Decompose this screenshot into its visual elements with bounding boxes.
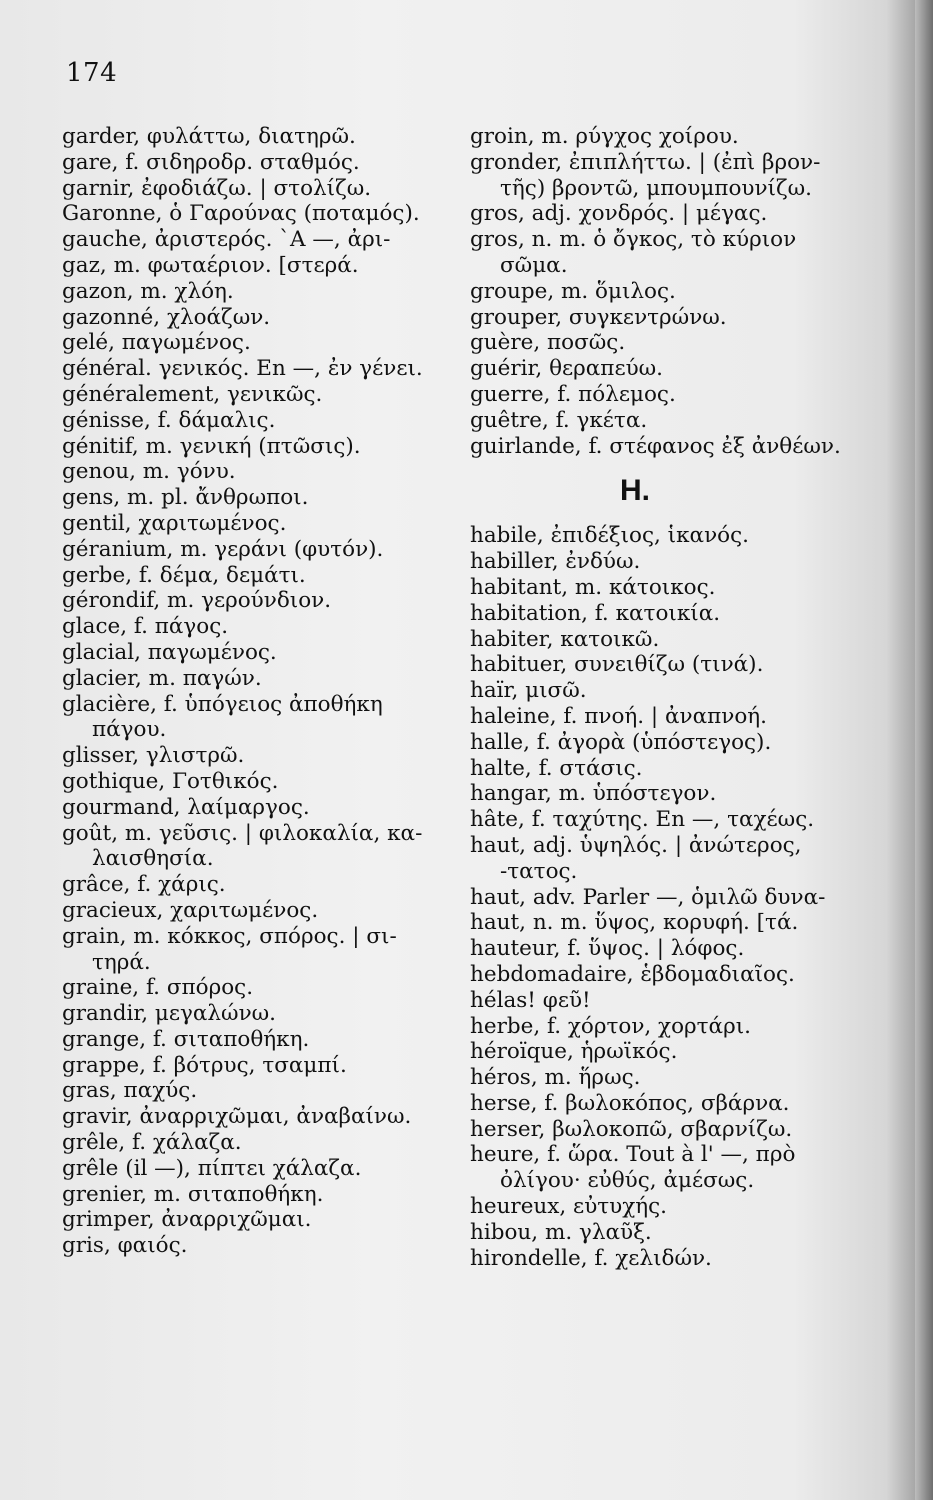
dictionary-entry: guerre, f. πόλεμος. <box>470 381 676 407</box>
dictionary-entry: haut, n. m. ὕψος, κορυφή. [τά. <box>470 910 799 936</box>
entry-continuation: -τατος. <box>500 858 578 884</box>
dictionary-entry: héros, m. ἥρως. <box>470 1065 641 1091</box>
dictionary-entry: grange, f. σιταποθήκη. <box>62 1026 310 1052</box>
dictionary-entry: héroïque, ἡρωϊκός. <box>470 1039 678 1065</box>
dictionary-entry: hâte, f. ταχύτης. En —, ταχέως. <box>470 807 815 833</box>
dictionary-entry: haut, adj. ὑψηλός. | ἀνώτερος, <box>470 832 802 858</box>
dictionary-entry: grêle (il —), πίπτει χάλαζα. <box>62 1155 362 1181</box>
dictionary-entry: herser, βωλοκοπῶ, σβαρνίζω. <box>470 1116 793 1142</box>
dictionary-entry: habitation, f. κατοικία. <box>470 600 721 626</box>
dictionary-entry: gentil, χαριτωμένος. <box>62 510 287 536</box>
dictionary-entry: gerbe, f. δέμα, δεμάτι. <box>62 562 306 588</box>
dictionary-entry: groin, m. ρύγχος χοίρου. <box>470 124 739 149</box>
dictionary-entry: hauteur, f. ὕψος. | λόφος. <box>470 936 745 962</box>
dictionary-entry: gaz, m. φωταέριον. [στερά. <box>62 252 359 278</box>
right-column <box>470 124 860 1271</box>
entry-continuation: τῆς) βροντῶ, μπουμπουνίζω. <box>500 175 812 201</box>
dictionary-entry: herse, f. βωλοκόπος, σβάρνα. <box>470 1090 790 1116</box>
dictionary-entry: gravir, ἀναρριχῶμαι, ἀναβαίνω. <box>62 1104 412 1130</box>
page-number: 174 <box>66 58 118 88</box>
dictionary-entry: guirlande, f. στέφανος ἐξ ἀνθέων. <box>470 433 841 459</box>
dictionary-entry: gros, n. m. ὁ ὄγκος, τὸ κύριον <box>470 227 797 253</box>
dictionary-entry: halte, f. στάσις. <box>470 755 643 781</box>
dictionary-entry: guérir, θεραπεύω. <box>470 356 664 382</box>
dictionary-entry: gris, φαιός. <box>62 1233 188 1259</box>
dictionary-entry: glace, f. πάγος. <box>62 614 229 640</box>
dictionary-entry: généralement, γενικῶς. <box>62 381 323 407</box>
dictionary-entry: hirondelle, f. χελιδών. <box>470 1245 712 1271</box>
dictionary-entry: haleine, f. πνοή. | ἀναπνοή. <box>470 703 767 729</box>
dictionary-entry: groupe, m. ὅμιλος. <box>470 278 676 304</box>
dictionary-entry: glacier, m. παγών. <box>62 665 262 691</box>
dictionary-entry: gronder, ἐπιπλήττω. | (ἐπὶ βρον- <box>470 149 821 175</box>
dictionary-entry: gothique, Γοτθικός. <box>62 768 279 794</box>
dictionary-entry: génitif, m. γενική (πτῶσις). <box>62 433 361 459</box>
dictionary-entry: heureux, εὐτυχής. <box>470 1194 668 1220</box>
dictionary-entry: gras, παχύς. <box>62 1078 198 1104</box>
dictionary-entry: grandir, μεγαλώνω. <box>62 1001 277 1027</box>
dictionary-entry: gelé, παγωμένος. <box>62 330 251 356</box>
dictionary-entry: Garonne, ὁ Γαρούνας (ποταμός). <box>62 201 420 227</box>
dictionary-entry: gourmand, λαίμαργος. <box>62 794 310 820</box>
dictionary-entry: génisse, f. δάμαλις. <box>62 407 276 433</box>
dictionary-entry: heure, f. ὥρα. Tout à l' —, πρὸ <box>470 1142 796 1168</box>
dictionary-entry: gauche, ἀριστερός. `A —, ἀρι- <box>62 227 391 253</box>
dictionary-entry: haïr, μισῶ. <box>470 678 587 704</box>
dictionary-entry: graine, f. σπόρος. <box>62 975 254 1001</box>
dictionary-entry: habiller, ἐνδύω. <box>470 549 641 575</box>
dictionary-entry: habituer, συνειθίζω (τινά). <box>470 652 764 678</box>
dictionary-entry: grappe, f. βότρυς, τσαμπί. <box>62 1052 347 1078</box>
dictionary-entry: gérondif, m. γερούνδιον. <box>62 588 332 614</box>
dictionary-entry: guère, ποσῶς. <box>470 330 626 356</box>
dictionary-entry: glisser, γλιστρῶ. <box>62 743 245 769</box>
dictionary-entry: grâce, f. χάρις. <box>62 872 226 898</box>
dictionary-entry: hangar, m. ὑπόστεγον. <box>470 781 717 807</box>
dictionary-entry: halle, f. ἀγορὰ (ὑπόστεγος). <box>470 729 772 755</box>
dictionary-entry: gros, adj. χονδρός. | μέγας. <box>470 201 768 227</box>
dictionary-entry: gazonné, χλοάζων. <box>62 304 271 330</box>
dictionary-entry: herbe, f. χόρτον, χορτάρι. <box>470 1013 751 1039</box>
dictionary-entry: habiter, κατοικῶ. <box>470 626 660 652</box>
dictionary-entry: garder, φυλάττω, διατηρῶ. <box>62 124 356 149</box>
dictionary-entry: goût, m. γεῦσις. | φιλοκαλία, κα- <box>62 820 423 846</box>
dictionary-entry: grain, m. κόκκος, σπόρος. | σι- <box>62 923 397 949</box>
dictionary-entry: géranium, m. γεράνι (φυτόν). <box>62 536 384 562</box>
dictionary-entry: genou, m. γόνυ. <box>62 459 236 485</box>
dictionary-entry: grêle, f. χάλαζα. <box>62 1130 242 1156</box>
entry-continuation: σῶμα. <box>500 252 568 278</box>
dictionary-entry: général. γενικός. En —, ἐν γένει. <box>62 356 423 382</box>
dictionary-entry: hélas! φεῦ! <box>470 987 591 1013</box>
dictionary-entry: gens, m. pl. ἄνθρωποι. <box>62 485 309 511</box>
dictionary-entry: guêtre, f. γκέτα. <box>470 407 648 433</box>
dictionary-entry: hibou, m. γλαῦξ. <box>470 1219 652 1245</box>
dictionary-entry: gazon, m. χλόη. <box>62 278 234 304</box>
dictionary-entry: glacial, παγωμένος. <box>62 639 277 665</box>
dictionary-entry: garnir, ἐφοδιάζω. | στολίζω. <box>62 175 372 201</box>
dictionary-entry: hebdomadaire, ἑβδομαδιαῖος. <box>470 961 795 987</box>
dictionary-entry: habile, ἐπιδέξιος, ἱκανός. <box>470 523 749 549</box>
dictionary-entry: gracieux, χαριτωμένος. <box>62 897 319 923</box>
left-column <box>62 124 462 1259</box>
dictionary-entry: glacière, f. ὑπόγειος ἀποθήκη <box>62 691 383 717</box>
section-heading: H. <box>620 474 650 508</box>
dictionary-entry: habitant, m. κάτοικος. <box>470 574 716 600</box>
entry-continuation: λαισθησία. <box>92 846 214 872</box>
entry-continuation: τηρά. <box>92 949 151 975</box>
dictionary-entry: gare, f. σιδηροδρ. σταθμός. <box>62 149 360 175</box>
entry-continuation: ὀλίγου· εὐθύς, ἀμέσως. <box>500 1168 755 1194</box>
page-edge-shadow <box>915 0 933 1500</box>
dictionary-entry: grouper, συγκεντρώνω. <box>470 304 727 330</box>
entry-continuation: πάγου. <box>92 717 167 743</box>
dictionary-entry: grimper, ἀναρριχῶμαι. <box>62 1207 312 1233</box>
dictionary-entry: haut, adv. Parler —, ὁμιλῶ δυνα- <box>470 884 826 910</box>
dictionary-entry: grenier, m. σιταποθήκη. <box>62 1181 324 1207</box>
